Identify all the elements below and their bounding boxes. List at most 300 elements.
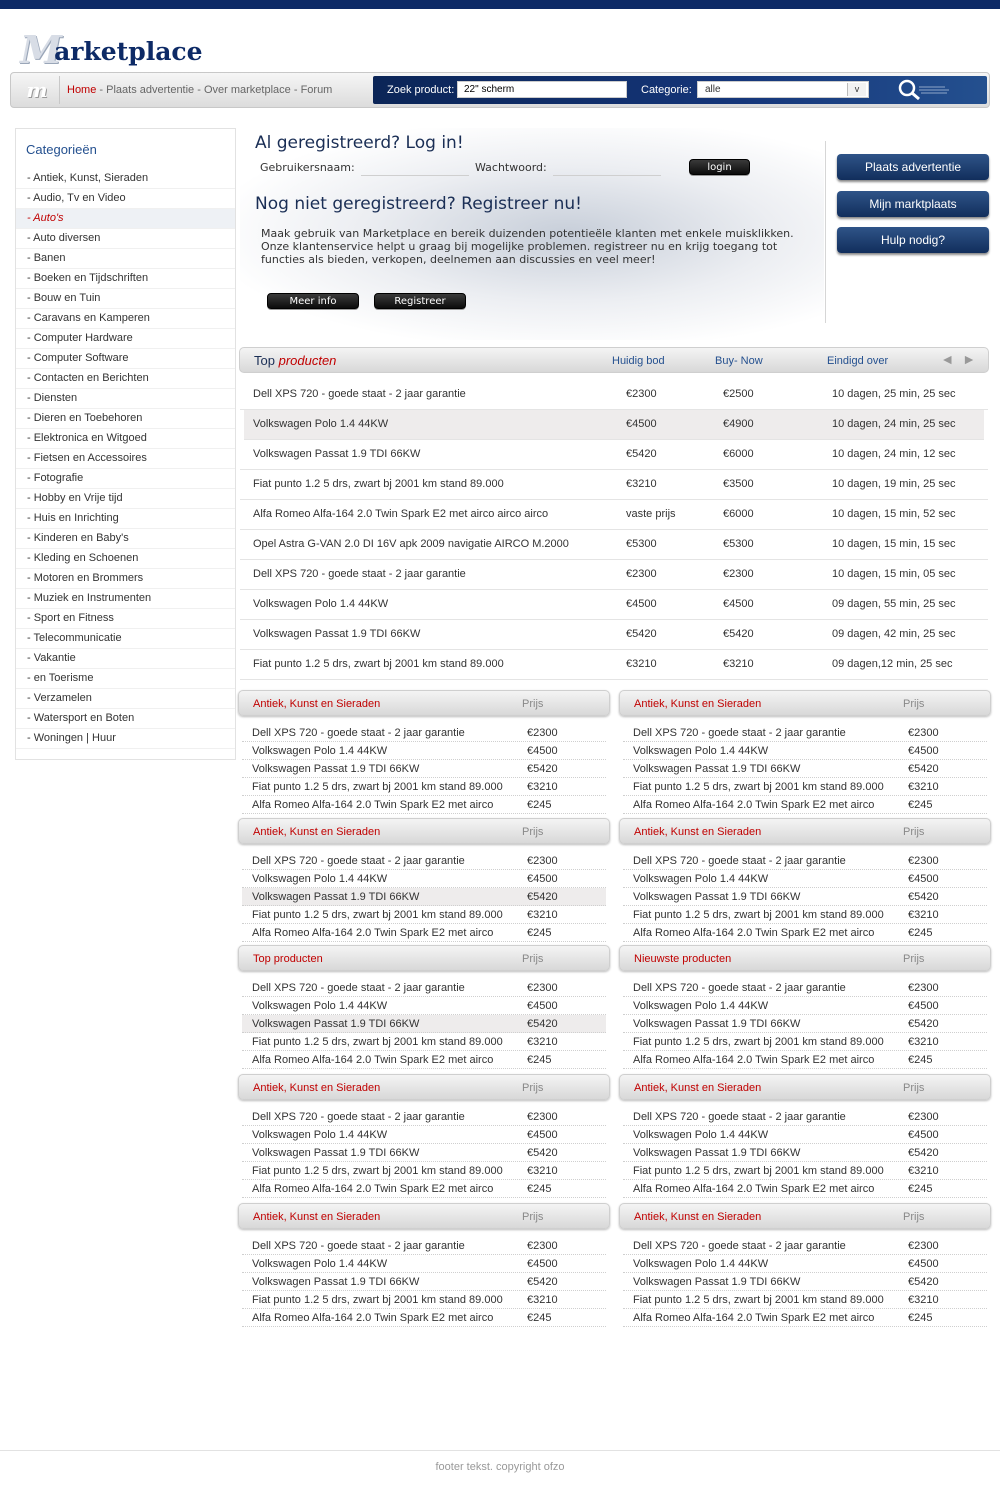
list-item[interactable] <box>623 997 987 1015</box>
sidebar-category-item[interactable]: - Diensten <box>16 389 235 409</box>
nav-separator: - <box>194 84 204 96</box>
product-name[interactable]: Volkswagen Polo 1.4 44KW <box>633 745 769 757</box>
list-item[interactable] <box>242 1309 606 1327</box>
list-item[interactable] <box>623 1033 987 1051</box>
product-name[interactable]: Volkswagen Passat 1.9 TDI 66KW <box>633 1147 801 1159</box>
sidebar-category-item[interactable]: - Computer Software <box>16 349 235 369</box>
product-price: €5420 <box>527 1147 558 1159</box>
sidebar-category-item[interactable]: - Fietsen en Accessoires <box>16 449 235 469</box>
product-name[interactable]: Dell XPS 720 - goede staat - 2 jaar garantie <box>633 727 846 739</box>
product-box-title[interactable]: Antiek, Kunst en Sieraden <box>634 698 762 710</box>
product-name[interactable]: Volkswagen Passat 1.9 TDI 66KW <box>252 1147 420 1159</box>
site-logo[interactable] <box>20 27 203 72</box>
product-name[interactable]: Volkswagen Polo 1.4 44KW <box>252 873 388 885</box>
pagination-arrows-icon[interactable]: ◄ ► <box>940 351 978 367</box>
product-name[interactable]: Dell XPS 720 - goede staat - 2 jaar garantie <box>253 568 466 580</box>
list-item[interactable] <box>623 1291 987 1309</box>
time-remaining: 09 dagen, 55 min, 25 sec <box>832 598 956 610</box>
product-name[interactable]: Volkswagen Polo 1.4 44KW <box>633 1000 769 1012</box>
product-name[interactable]: Volkswagen Passat 1.9 TDI 66KW <box>252 763 420 775</box>
sidebar-category-item[interactable]: - Elektronica en Witgoed <box>16 429 235 449</box>
product-name[interactable]: Volkswagen Passat 1.9 TDI 66KW <box>253 628 421 640</box>
product-name[interactable]: Volkswagen Passat 1.9 TDI 66KW <box>633 891 801 903</box>
product-box-list <box>238 1237 610 1327</box>
time-remaining: 10 dagen, 19 min, 25 sec <box>832 478 956 490</box>
product-price: €2300 <box>908 855 939 867</box>
product-name[interactable]: Alfa Romeo Alfa-164 2.0 Twin Spark E2 met airco <box>252 927 494 939</box>
product-name[interactable]: Volkswagen Polo 1.4 44KW <box>253 418 389 430</box>
product-box-title[interactable]: Antiek, Kunst en Sieraden <box>253 698 381 710</box>
product-name[interactable]: Fiat punto 1.2 5 drs, zwart bj 2001 km stand 89.000 <box>633 1294 884 1306</box>
product-price: €2300 <box>908 982 939 994</box>
product-price: €2300 <box>527 982 558 994</box>
time-remaining: 09 dagen, 42 min, 25 sec <box>832 628 956 640</box>
product-box-title[interactable]: Antiek, Kunst en Sieraden <box>253 1082 381 1094</box>
price-column-label: Prijs <box>903 1082 925 1094</box>
column-header-bid[interactable]: Huidig bod <box>612 355 665 367</box>
header <box>0 9 1000 75</box>
logo-text: arketplace <box>54 37 203 66</box>
product-price: €5420 <box>908 891 939 903</box>
category-sidebar <box>15 128 236 760</box>
product-name[interactable]: Alfa Romeo Alfa-164 2.0 Twin Spark E2 met airco <box>252 1312 494 1324</box>
table-row[interactable] <box>240 440 988 470</box>
product-box-title[interactable]: Antiek, Kunst en Sieraden <box>634 826 762 838</box>
product-name[interactable]: Volkswagen Passat 1.9 TDI 66KW <box>252 1018 420 1030</box>
buy-now-price: €5300 <box>723 538 754 550</box>
list-item[interactable] <box>242 1126 606 1144</box>
product-name[interactable]: Fiat punto 1.2 5 drs, zwart bj 2001 km stand 89.000 <box>252 1036 503 1048</box>
current-bid: €5300 <box>626 538 657 550</box>
product-name[interactable]: Alfa Romeo Alfa-164 2.0 Twin Spark E2 met airco <box>633 1312 875 1324</box>
product-box <box>238 818 610 942</box>
column-header-buy-now[interactable]: Buy- Now <box>715 355 763 367</box>
product-box-list <box>619 1108 991 1198</box>
list-item[interactable] <box>623 1180 987 1198</box>
list-item[interactable] <box>623 1273 987 1291</box>
product-name[interactable]: Fiat punto 1.2 5 drs, zwart bj 2001 km stand 89.000 <box>253 658 504 670</box>
list-item[interactable] <box>242 724 606 742</box>
product-box-list <box>619 724 991 814</box>
product-box <box>619 945 991 1069</box>
top-products-table <box>240 380 988 680</box>
category-select-value: alle <box>705 84 721 95</box>
product-price: €3210 <box>908 1165 939 1177</box>
username-field[interactable] <box>361 175 469 176</box>
product-box <box>619 1203 991 1327</box>
list-item[interactable] <box>242 778 606 796</box>
product-name[interactable]: Dell XPS 720 - goede staat - 2 jaar garantie <box>633 855 846 867</box>
help-button[interactable]: Hulp nodig? <box>837 227 989 253</box>
product-name[interactable]: Fiat punto 1.2 5 drs, zwart bj 2001 km stand 89.000 <box>252 1294 503 1306</box>
mijn-marktplaats-button[interactable]: Mijn marktplaats <box>837 191 989 217</box>
list-item[interactable] <box>623 1237 987 1255</box>
list-item[interactable] <box>623 924 987 942</box>
product-name[interactable]: Dell XPS 720 - goede staat - 2 jaar garantie <box>633 982 846 994</box>
table-row[interactable] <box>240 650 988 680</box>
buy-now-price: €6000 <box>723 448 754 460</box>
sidebar-category-item[interactable]: - Huis en Inrichting <box>16 509 235 529</box>
product-box-title[interactable]: Antiek, Kunst en Sieraden <box>253 826 381 838</box>
list-item[interactable] <box>623 760 987 778</box>
product-box-header <box>619 945 991 971</box>
product-name[interactable]: Fiat punto 1.2 5 drs, zwart bj 2001 km stand 89.000 <box>633 1036 884 1048</box>
product-price: €5420 <box>908 1276 939 1288</box>
list-item[interactable] <box>623 979 987 997</box>
top-bar <box>0 0 1000 9</box>
current-bid: €2300 <box>626 388 657 400</box>
search-icon[interactable] <box>893 78 953 102</box>
sidebar-category-item[interactable]: - Boeken en Tijdschriften <box>16 269 235 289</box>
list-item[interactable] <box>242 1291 606 1309</box>
sidebar-category-item[interactable]: - Auto's <box>16 209 235 229</box>
list-item[interactable] <box>242 1015 606 1033</box>
product-price: €2300 <box>527 1111 558 1123</box>
product-name[interactable]: Fiat punto 1.2 5 drs, zwart bj 2001 km stand 89.000 <box>252 909 503 921</box>
product-price: €5420 <box>527 1276 558 1288</box>
product-name[interactable]: Dell XPS 720 - goede staat - 2 jaar garantie <box>252 982 465 994</box>
product-price: €2300 <box>527 1240 558 1252</box>
product-price: €3210 <box>908 1036 939 1048</box>
product-price: €5420 <box>908 1147 939 1159</box>
table-row[interactable] <box>240 620 988 650</box>
product-box-title[interactable]: Antiek, Kunst en Sieraden <box>634 1082 762 1094</box>
product-price: €245 <box>527 1312 552 1324</box>
product-name[interactable]: Alfa Romeo Alfa-164 2.0 Twin Spark E2 met airco <box>633 927 875 939</box>
sidebar-category-item[interactable]: - Caravans en Kamperen <box>16 309 235 329</box>
product-price: €245 <box>527 927 552 939</box>
list-item[interactable] <box>623 1255 987 1273</box>
product-name[interactable]: Volkswagen Passat 1.9 TDI 66KW <box>252 891 420 903</box>
list-item[interactable] <box>242 997 606 1015</box>
list-item[interactable] <box>623 888 987 906</box>
list-item[interactable] <box>242 1162 606 1180</box>
list-item[interactable] <box>623 778 987 796</box>
plaats-advertentie-button[interactable]: Plaats advertentie <box>837 154 989 180</box>
product-box <box>238 690 610 814</box>
list-item[interactable] <box>623 1309 987 1327</box>
table-row[interactable] <box>240 380 988 410</box>
product-name[interactable]: Fiat punto 1.2 5 drs, zwart bj 2001 km stand 89.000 <box>633 781 884 793</box>
list-item[interactable] <box>623 870 987 888</box>
table-row[interactable] <box>240 590 988 620</box>
product-name[interactable]: Dell XPS 720 - goede staat - 2 jaar garantie <box>252 1240 465 1252</box>
current-bid: €4500 <box>626 598 657 610</box>
product-name[interactable]: Dell XPS 720 - goede staat - 2 jaar garantie <box>252 1111 465 1123</box>
product-name[interactable]: Dell XPS 720 - goede staat - 2 jaar garantie <box>253 388 466 400</box>
buy-now-price: €3500 <box>723 478 754 490</box>
product-price: €245 <box>527 1183 552 1195</box>
time-remaining: 10 dagen, 15 min, 52 sec <box>832 508 956 520</box>
product-price: €2300 <box>908 1240 939 1252</box>
list-item[interactable] <box>623 1108 987 1126</box>
logo-initial: M <box>20 27 63 72</box>
sidebar-category-item[interactable]: - Dieren en Toebehoren <box>16 409 235 429</box>
time-remaining: 10 dagen, 15 min, 15 sec <box>832 538 956 550</box>
sidebar-category-item[interactable]: - Auto diversen <box>16 229 235 249</box>
list-item[interactable] <box>242 742 606 760</box>
product-name[interactable]: Volkswagen Passat 1.9 TDI 66KW <box>253 448 421 460</box>
sidebar-category-item[interactable]: - Watersport en Boten <box>16 709 235 729</box>
sidebar-category-item[interactable]: - Kleding en Schoenen <box>16 549 235 569</box>
price-column-label: Prijs <box>903 1211 925 1223</box>
product-price: €3210 <box>527 1036 558 1048</box>
product-name[interactable]: Fiat punto 1.2 5 drs, zwart bj 2001 km stand 89.000 <box>253 478 504 490</box>
chevron-down-icon[interactable]: v <box>847 83 866 96</box>
sidebar-category-item[interactable]: - Fotografie <box>16 469 235 489</box>
sidebar-category-item[interactable]: - en Toerisme <box>16 669 235 689</box>
table-row[interactable] <box>240 530 988 560</box>
product-box-header <box>619 1203 991 1229</box>
product-box-header <box>619 1074 991 1100</box>
search-input[interactable] <box>457 81 627 98</box>
product-price: €245 <box>908 1312 933 1324</box>
password-label: Wachtwoord: <box>475 161 547 174</box>
table-row[interactable] <box>240 500 988 530</box>
product-name[interactable]: Volkswagen Passat 1.9 TDI 66KW <box>633 763 801 775</box>
product-price: €245 <box>908 927 933 939</box>
product-box-header <box>619 690 991 716</box>
price-column-label: Prijs <box>522 826 544 838</box>
current-bid: €3210 <box>626 658 657 670</box>
sidebar-category-item[interactable]: - Muziek en Instrumenten <box>16 589 235 609</box>
price-column-label: Prijs <box>903 698 925 710</box>
product-price: €2300 <box>527 855 558 867</box>
list-item[interactable] <box>242 1273 606 1291</box>
nav-link-home[interactable]: Home <box>67 84 97 96</box>
list-item[interactable] <box>623 852 987 870</box>
product-price: €3210 <box>908 909 939 921</box>
top-products-header <box>239 347 989 373</box>
top-products-title-plain: Top <box>254 353 275 368</box>
time-remaining: 09 dagen,12 min, 25 sec <box>832 658 953 670</box>
product-price: €3210 <box>527 909 558 921</box>
sidebar-category-item[interactable]: - Banen <box>16 249 235 269</box>
product-name[interactable]: Opel Astra G-VAN 2.0 DI 16V apk 2009 navigatie AIRCO M.2000 <box>253 538 569 550</box>
category-list <box>16 169 235 749</box>
product-name[interactable]: Alfa Romeo Alfa-164 2.0 Twin Spark E2 met airco airco airco <box>253 508 549 520</box>
buy-now-price: €5420 <box>723 628 754 640</box>
list-item[interactable] <box>623 1144 987 1162</box>
divider <box>825 141 826 323</box>
product-box-list <box>238 1108 610 1198</box>
product-price: €2300 <box>527 727 558 739</box>
product-name[interactable]: Volkswagen Passat 1.9 TDI 66KW <box>252 1276 420 1288</box>
list-item[interactable] <box>242 760 606 778</box>
product-box-list <box>238 979 610 1069</box>
product-name[interactable]: Fiat punto 1.2 5 drs, zwart bj 2001 km stand 89.000 <box>633 1165 884 1177</box>
more-info-button[interactable]: Meer info <box>267 293 359 309</box>
navigation-bar <box>10 72 990 108</box>
login-panel <box>240 128 824 340</box>
category-label: Categorie: <box>641 84 692 96</box>
price-column-label: Prijs <box>522 1082 544 1094</box>
list-item[interactable] <box>242 1180 606 1198</box>
product-name[interactable]: Volkswagen Passat 1.9 TDI 66KW <box>633 1018 801 1030</box>
product-price: €5420 <box>908 763 939 775</box>
login-button[interactable]: login <box>689 159 750 175</box>
product-name[interactable]: Alfa Romeo Alfa-164 2.0 Twin Spark E2 met airco <box>633 799 875 811</box>
time-remaining: 10 dagen, 15 min, 05 sec <box>832 568 956 580</box>
list-item[interactable] <box>623 1162 987 1180</box>
list-item[interactable] <box>242 979 606 997</box>
login-title: Al geregistreerd? Log in! <box>255 133 464 153</box>
product-box-list <box>619 979 991 1069</box>
sidebar-category-item[interactable]: - Audio, Tv en Video <box>16 189 235 209</box>
product-box-title[interactable]: Antiek, Kunst en Sieraden <box>634 1211 762 1223</box>
nav-separator: - <box>96 84 107 96</box>
list-item[interactable] <box>242 1144 606 1162</box>
buy-now-price: €6000 <box>723 508 754 520</box>
product-name[interactable]: Alfa Romeo Alfa-164 2.0 Twin Spark E2 met airco <box>252 799 494 811</box>
sidebar-category-item[interactable]: - Kinderen en Baby's <box>16 529 235 549</box>
current-bid: €4500 <box>626 418 657 430</box>
category-select[interactable] <box>697 81 869 98</box>
product-box-header <box>619 818 991 844</box>
product-name[interactable]: Fiat punto 1.2 5 drs, zwart bj 2001 km stand 89.000 <box>252 1165 503 1177</box>
time-remaining: 10 dagen, 25 min, 25 sec <box>832 388 956 400</box>
price-column-label: Prijs <box>522 1211 544 1223</box>
list-item[interactable] <box>242 1108 606 1126</box>
password-field[interactable] <box>553 175 661 176</box>
product-price: €4500 <box>908 1258 939 1270</box>
nav-link-over-marketplace[interactable]: Over marketplace <box>203 84 291 96</box>
table-row[interactable] <box>244 410 984 440</box>
product-name[interactable]: Dell XPS 720 - goede staat - 2 jaar garantie <box>252 727 465 739</box>
product-name[interactable]: Volkswagen Polo 1.4 44KW <box>633 1258 769 1270</box>
product-name[interactable]: Alfa Romeo Alfa-164 2.0 Twin Spark E2 met airco <box>252 1183 494 1195</box>
product-name[interactable]: Volkswagen Polo 1.4 44KW <box>252 1258 388 1270</box>
product-name[interactable]: Volkswagen Polo 1.4 44KW <box>252 1000 388 1012</box>
table-row[interactable] <box>240 560 988 590</box>
product-box <box>238 1203 610 1327</box>
column-header-end[interactable]: Eindigd over <box>827 355 889 367</box>
product-price: €5420 <box>527 763 558 775</box>
top-products-title <box>254 353 336 368</box>
product-price: €4500 <box>908 1000 939 1012</box>
current-bid: €5420 <box>626 448 657 460</box>
buy-now-price: €4500 <box>723 598 754 610</box>
product-price: €245 <box>908 1054 933 1066</box>
product-box <box>238 1074 610 1198</box>
product-box-list <box>238 724 610 814</box>
product-name[interactable]: Volkswagen Polo 1.4 44KW <box>252 1129 388 1141</box>
product-box <box>619 1074 991 1198</box>
product-box-title[interactable]: Nieuwste producten <box>634 953 732 965</box>
product-box-title[interactable]: Top producten <box>253 953 323 965</box>
product-name[interactable]: Dell XPS 720 - goede staat - 2 jaar garantie <box>633 1240 846 1252</box>
sidebar-category-item[interactable]: - Motoren en Brommers <box>16 569 235 589</box>
list-item[interactable] <box>623 1015 987 1033</box>
product-box-header <box>238 1074 610 1100</box>
nav-separator: - <box>290 84 301 96</box>
product-name[interactable]: Dell XPS 720 - goede staat - 2 jaar garantie <box>252 855 465 867</box>
product-name[interactable]: Volkswagen Polo 1.4 44KW <box>252 745 388 757</box>
list-item[interactable] <box>242 852 606 870</box>
list-item[interactable] <box>623 796 987 814</box>
product-price: €4500 <box>527 873 558 885</box>
product-box-title[interactable]: Antiek, Kunst en Sieraden <box>253 1211 381 1223</box>
sidebar-category-item[interactable]: - Computer Hardware <box>16 329 235 349</box>
list-item[interactable] <box>623 906 987 924</box>
list-item[interactable] <box>242 906 606 924</box>
product-price: €5420 <box>527 891 558 903</box>
list-item[interactable] <box>242 1237 606 1255</box>
footer-divider <box>0 1450 1000 1451</box>
list-item[interactable] <box>242 870 606 888</box>
list-item[interactable] <box>242 924 606 942</box>
price-column-label: Prijs <box>522 698 544 710</box>
product-name[interactable]: Volkswagen Polo 1.4 44KW <box>253 598 389 610</box>
table-row[interactable] <box>240 470 988 500</box>
sidebar-category-item[interactable]: - Woningen | Huur <box>16 729 235 749</box>
product-name[interactable]: Alfa Romeo Alfa-164 2.0 Twin Spark E2 met airco <box>252 1054 494 1066</box>
buy-now-price: €2300 <box>723 568 754 580</box>
username-label: Gebruikersnaam: <box>260 161 355 174</box>
sidebar-title: Categorieën <box>26 142 97 157</box>
product-price: €4500 <box>527 1000 558 1012</box>
product-name[interactable]: Volkswagen Passat 1.9 TDI 66KW <box>633 1276 801 1288</box>
product-name[interactable]: Alfa Romeo Alfa-164 2.0 Twin Spark E2 met airco <box>633 1054 875 1066</box>
list-item[interactable] <box>242 1051 606 1069</box>
product-price: €3210 <box>527 1165 558 1177</box>
list-item[interactable] <box>623 1051 987 1069</box>
sidebar-category-item[interactable]: - Contacten en Berichten <box>16 369 235 389</box>
product-price: €4500 <box>908 745 939 757</box>
buy-now-price: €2500 <box>723 388 754 400</box>
register-button[interactable]: Registreer <box>374 293 466 309</box>
nav-link-plaats-advertentie[interactable]: Plaats advertentie <box>106 84 195 96</box>
product-name[interactable]: Volkswagen Polo 1.4 44KW <box>633 873 769 885</box>
home-logo-icon[interactable]: m <box>15 76 60 104</box>
list-item[interactable] <box>623 1126 987 1144</box>
product-box-header <box>238 818 610 844</box>
sidebar-category-item[interactable]: - Bouw en Tuin <box>16 289 235 309</box>
product-price: €245 <box>527 1054 552 1066</box>
current-bid: €2300 <box>626 568 657 580</box>
top-products-title-em: producten <box>278 353 337 368</box>
product-name[interactable]: Volkswagen Polo 1.4 44KW <box>633 1129 769 1141</box>
nav-links <box>67 84 332 96</box>
buy-now-price: €4900 <box>723 418 754 430</box>
nav-link-forum[interactable]: Forum <box>300 84 333 96</box>
list-item[interactable] <box>242 1033 606 1051</box>
register-title: Nog niet geregistreerd? Registreer nu! <box>255 194 582 214</box>
search-label: Zoek product: <box>387 84 455 96</box>
list-item[interactable] <box>242 1255 606 1273</box>
list-item[interactable] <box>242 888 606 906</box>
sidebar-category-item[interactable]: - Antiek, Kunst, Sieraden <box>16 169 235 189</box>
product-price: €2300 <box>908 727 939 739</box>
list-item[interactable] <box>623 742 987 760</box>
sidebar-category-item[interactable]: - Sport en Fitness <box>16 609 235 629</box>
product-name[interactable]: Dell XPS 720 - goede staat - 2 jaar garantie <box>633 1111 846 1123</box>
product-price: €4500 <box>527 1258 558 1270</box>
product-price: €4500 <box>908 1129 939 1141</box>
product-name[interactable]: Alfa Romeo Alfa-164 2.0 Twin Spark E2 met airco <box>633 1183 875 1195</box>
list-item[interactable] <box>242 796 606 814</box>
time-remaining: 10 dagen, 24 min, 12 sec <box>832 448 956 460</box>
sidebar-category-item[interactable]: - Hobby en Vrije tijd <box>16 489 235 509</box>
product-name[interactable]: Fiat punto 1.2 5 drs, zwart bj 2001 km stand 89.000 <box>633 909 884 921</box>
product-box <box>619 818 991 942</box>
sidebar-category-item[interactable]: - Telecommunicatie <box>16 629 235 649</box>
sidebar-category-item[interactable]: - Verzamelen <box>16 689 235 709</box>
list-item[interactable] <box>623 724 987 742</box>
sidebar-category-item[interactable]: - Vakantie <box>16 649 235 669</box>
product-box-header <box>238 945 610 971</box>
product-name[interactable]: Fiat punto 1.2 5 drs, zwart bj 2001 km stand 89.000 <box>252 781 503 793</box>
